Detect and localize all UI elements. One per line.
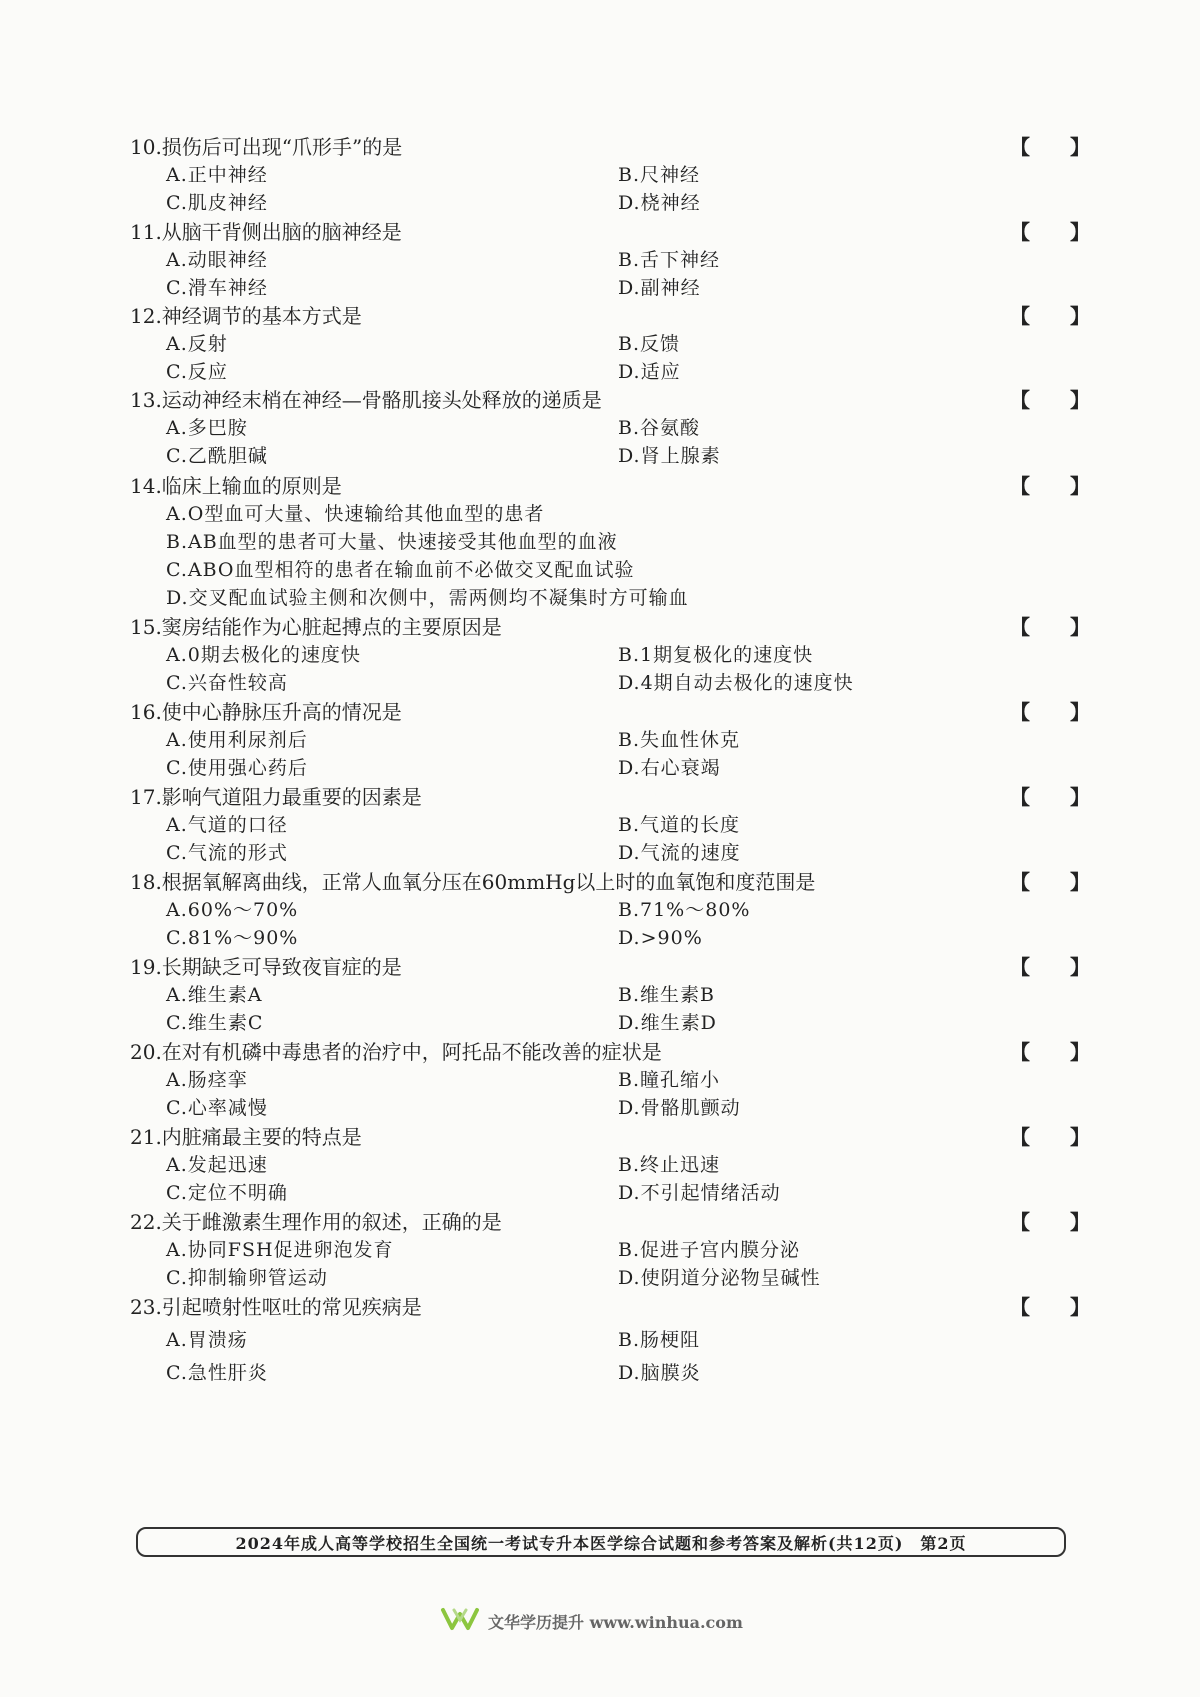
option-b: B.肠梗阻 [618,1329,701,1351]
option-b: B.反馈 [618,333,681,355]
option-a: A.发起迅速 [166,1154,268,1176]
option-a: A.气道的口径 [166,814,288,836]
page-footer [136,1527,1066,1557]
option-c: C.滑车神经 [166,277,268,299]
option-c: C.急性肝炎 [166,1362,268,1384]
watermark [440,1606,743,1636]
option-a: A.协同FSH促进卵泡发育 [166,1239,394,1261]
option-b: B.促进子宫内膜分泌 [618,1239,801,1261]
option-b: B.AB血型的患者可大量、快速接受其他血型的血液 [166,531,618,553]
option-c: C.ABO血型相符的患者在输血前不必做交叉配血试验 [166,559,635,581]
option-a: A.胃溃疡 [166,1329,248,1351]
option-d: D.适应 [618,361,681,383]
option-a: A.维生素A [166,984,263,1006]
option-a: A.60%～70% [166,899,299,921]
option-c: C.反应 [166,361,228,383]
option-c: C.气流的形式 [166,842,288,864]
option-d: D.副神经 [618,277,701,299]
question-stem: 10.损伤后可出现“爪形手”的是 [130,135,403,159]
question-stem: 15.窦房结能作为心脏起搏点的主要原因是 [130,615,502,639]
option-a: A.正中神经 [166,164,268,186]
option-b: B.尺神经 [618,164,701,186]
answer-bracket: 【 】 [1010,1125,1090,1149]
option-c: C.81%～90% [166,927,299,949]
option-d: D.肾上腺素 [618,445,721,467]
question-stem: 16.使中心静脉压升高的情况是 [130,700,402,724]
question-stem: 22.关于雌激素生理作用的叙述，正确的是 [130,1210,502,1234]
answer-bracket: 【 】 [1010,615,1090,639]
question-stem: 23.引起喷射性呕吐的常见疾病是 [130,1295,422,1319]
option-a: A.肠痉挛 [166,1069,248,1091]
option-d: D.气流的速度 [618,842,741,864]
option-a: A.使用利尿剂后 [166,729,308,751]
option-b: B.71%～80% [618,899,751,921]
answer-bracket: 【 】 [1010,1210,1090,1234]
option-c: C.抑制输卵管运动 [166,1267,328,1289]
option-c: C.乙酰胆碱 [166,445,268,467]
option-b: B.1期复极化的速度快 [618,644,814,666]
answer-bracket: 【 】 [1010,700,1090,724]
question-stem: 18.根据氧解离曲线，正常人血氧分压在60mmHg以上时的血氧饱和度范围是 [130,870,816,894]
option-b: B.舌下神经 [618,249,721,271]
question-stem: 19.长期缺乏可导致夜盲症的是 [130,955,402,979]
option-d: D.>90% [618,927,703,949]
option-a: A.反射 [166,333,228,355]
option-a: A.多巴胺 [166,417,248,439]
answer-bracket: 【 】 [1010,304,1090,328]
answer-bracket: 【 】 [1010,955,1090,979]
watermark-text: 文华学历提升 www.winhua.com [488,1612,743,1632]
option-c: C.肌皮神经 [166,192,268,214]
option-a: A.0期去极化的速度快 [166,644,361,666]
question-stem: 20.在对有机磷中毒患者的治疗中，阿托品不能改善的症状是 [130,1040,662,1064]
answer-bracket: 【 】 [1010,1040,1090,1064]
option-d: D.桡神经 [618,192,701,214]
footer-text: 2024年成人高等学校招生全国统一考试专升本医学综合试题和参考答案及解析(共12页) 第2页 [235,1533,967,1553]
option-b: B.终止迅速 [618,1154,721,1176]
option-a: A.动眼神经 [166,249,268,271]
option-b: B.维生素B [618,984,715,1006]
option-b: B.瞳孔缩小 [618,1069,721,1091]
question-stem: 21.内脏痛最主要的特点是 [130,1125,362,1149]
option-d: D.不引起情绪活动 [618,1182,781,1204]
wh-logo-icon [440,1606,480,1636]
option-d: D.脑膜炎 [618,1362,701,1384]
option-c: C.维生素C [166,1012,264,1034]
option-d: D.4期自动去极化的速度快 [618,672,854,694]
question-stem: 12.神经调节的基本方式是 [130,304,362,328]
option-c: C.心率减慢 [166,1097,268,1119]
answer-bracket: 【 】 [1010,1295,1090,1319]
question-stem: 17.影响气道阻力最重要的因素是 [130,785,422,809]
question-stem: 11.从脑干背侧出脑的脑神经是 [130,220,402,244]
option-d: D.骨骼肌颤动 [618,1097,741,1119]
option-c: C.兴奋性较高 [166,672,288,694]
question-stem: 14.临床上输血的原则是 [130,474,342,498]
option-c: C.定位不明确 [166,1182,288,1204]
option-c: C.使用强心药后 [166,757,308,779]
question-stem: 13.运动神经末梢在神经—骨骼肌接头处释放的递质是 [130,388,602,412]
option-d: D.右心衰竭 [618,757,721,779]
option-d: D.交叉配血试验主侧和次侧中，需两侧均不凝集时方可输血 [166,587,689,609]
option-b: B.谷氨酸 [618,417,701,439]
answer-bracket: 【 】 [1010,474,1090,498]
option-a: A.O型血可大量、快速输给其他血型的患者 [166,503,545,525]
answer-bracket: 【 】 [1010,220,1090,244]
option-b: B.气道的长度 [618,814,741,836]
answer-bracket: 【 】 [1010,870,1090,894]
option-b: B.失血性休克 [618,729,741,751]
answer-bracket: 【 】 [1010,785,1090,809]
answer-bracket: 【 】 [1010,388,1090,412]
option-d: D.维生素D [618,1012,717,1034]
option-d: D.使阴道分泌物呈碱性 [618,1267,821,1289]
answer-bracket: 【 】 [1010,135,1090,159]
